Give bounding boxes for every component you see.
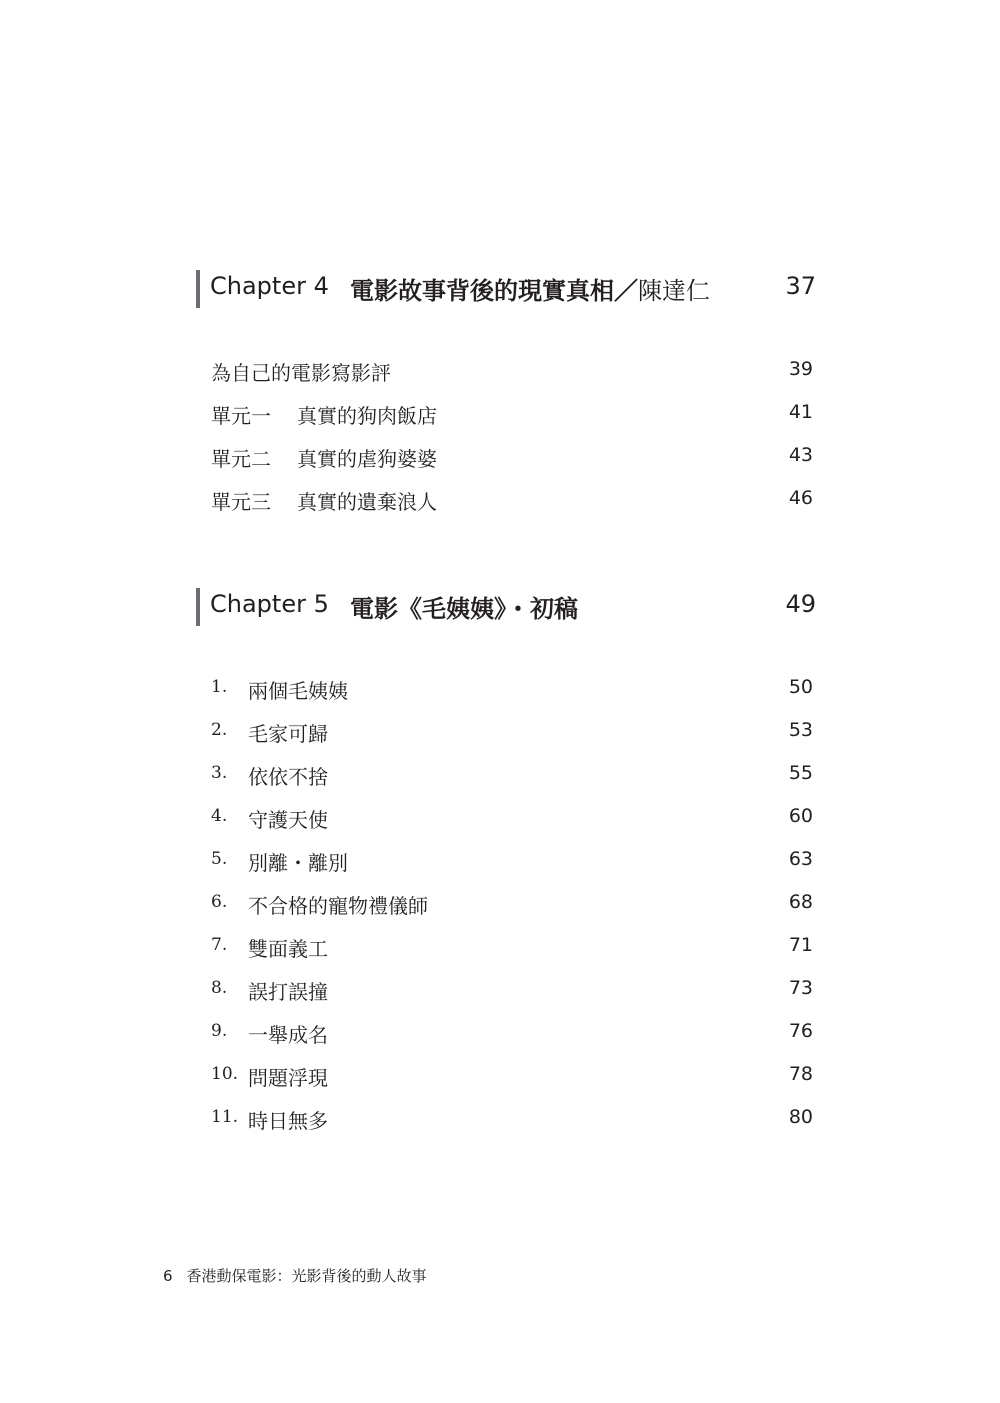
- footer-book-title: 香港動保電影：光影背後的動人故事: [186, 1267, 427, 1285]
- entry-title: 誤打誤撞: [248, 980, 328, 1004]
- entry-number: 8.: [211, 978, 228, 998]
- entry-title: 守護天使: [248, 808, 328, 832]
- entry-page-number: 46: [788, 487, 813, 509]
- chapter-author: 陳達仁: [638, 277, 710, 305]
- entry-prefix: 單元三: [211, 490, 271, 514]
- toc-entry[interactable]: [211, 1062, 813, 1092]
- entry-title: 真實的虐狗婆婆: [297, 447, 437, 471]
- footer-page-number: 6: [163, 1267, 173, 1285]
- toc-entry[interactable]: [211, 718, 813, 748]
- entry-number: 2.: [211, 720, 228, 740]
- chapter-page-number: 37: [785, 272, 816, 300]
- toc-entry[interactable]: [211, 357, 813, 387]
- entry-number: 1.: [211, 677, 228, 697]
- entry-title: 依依不捨: [248, 765, 328, 789]
- entry-page-number: 50: [788, 676, 813, 698]
- toc-entry[interactable]: [211, 1105, 813, 1135]
- page-footer: [163, 1265, 427, 1286]
- entry-title: 問題浮現: [248, 1066, 328, 1090]
- entry-number: 6.: [211, 892, 228, 912]
- entry-page-number: 80: [788, 1106, 813, 1128]
- entry-page-number: 73: [788, 977, 813, 999]
- entry-title: 別離・離別: [248, 851, 348, 875]
- chapter-title: [350, 271, 710, 306]
- entry-title: 一舉成名: [248, 1023, 328, 1047]
- toc-entry[interactable]: [211, 761, 813, 791]
- chapter-5-heading[interactable]: [196, 588, 816, 626]
- entry-prefix: 單元二: [211, 447, 271, 471]
- toc-entry[interactable]: [211, 847, 813, 877]
- entry-title: 毛家可歸: [248, 722, 328, 746]
- entry-title: 真實的狗肉飯店: [297, 404, 437, 428]
- toc-entry[interactable]: [211, 976, 813, 1006]
- entry-title: 不合格的寵物禮儀師: [248, 894, 428, 918]
- entry-page-number: 71: [788, 934, 813, 956]
- entry-page-number: 60: [788, 805, 813, 827]
- toc-entry[interactable]: [211, 1019, 813, 1049]
- entry-page-number: 39: [788, 358, 813, 380]
- entry-title: 時日無多: [248, 1109, 328, 1133]
- entry-number: 5.: [211, 849, 228, 869]
- entry-number: 3.: [211, 763, 228, 783]
- entry-page-number: 53: [788, 719, 813, 741]
- chapter-title-text: 電影故事背後的現實真相／: [350, 277, 638, 305]
- entry-number: 10.: [211, 1064, 239, 1084]
- toc-entry[interactable]: [211, 486, 813, 516]
- toc-entry[interactable]: [211, 933, 813, 963]
- chapter-title: 電影《毛姨姨》・初稿: [350, 595, 578, 623]
- chapter-label: Chapter 4: [210, 272, 329, 300]
- entry-page-number: 43: [788, 444, 813, 466]
- chapter-page-number: 49: [785, 590, 816, 618]
- entry-number: 9.: [211, 1021, 228, 1041]
- toc-entry[interactable]: [211, 804, 813, 834]
- entry-title: 為自己的電影寫影評: [211, 361, 391, 385]
- chapter-label: Chapter 5: [210, 590, 329, 618]
- entry-title: 真實的遺棄浪人: [297, 490, 437, 514]
- entry-page-number: 41: [788, 401, 813, 423]
- toc-entry[interactable]: [211, 675, 813, 705]
- entry-page-number: 78: [788, 1063, 813, 1085]
- toc-entry[interactable]: [211, 443, 813, 473]
- toc-entry[interactable]: [211, 890, 813, 920]
- entry-title: 兩個毛姨姨: [248, 679, 348, 703]
- entry-prefix: 單元一: [211, 404, 271, 428]
- entry-number: 7.: [211, 935, 228, 955]
- toc-entry[interactable]: [211, 400, 813, 430]
- chapter-4-heading[interactable]: [196, 270, 816, 308]
- entry-page-number: 63: [788, 848, 813, 870]
- entry-page-number: 68: [788, 891, 813, 913]
- entry-number: 4.: [211, 806, 228, 826]
- entry-title: 雙面義工: [248, 937, 328, 961]
- entry-page-number: 55: [788, 762, 813, 784]
- entry-page-number: 76: [788, 1020, 813, 1042]
- entry-number: 11.: [211, 1107, 239, 1127]
